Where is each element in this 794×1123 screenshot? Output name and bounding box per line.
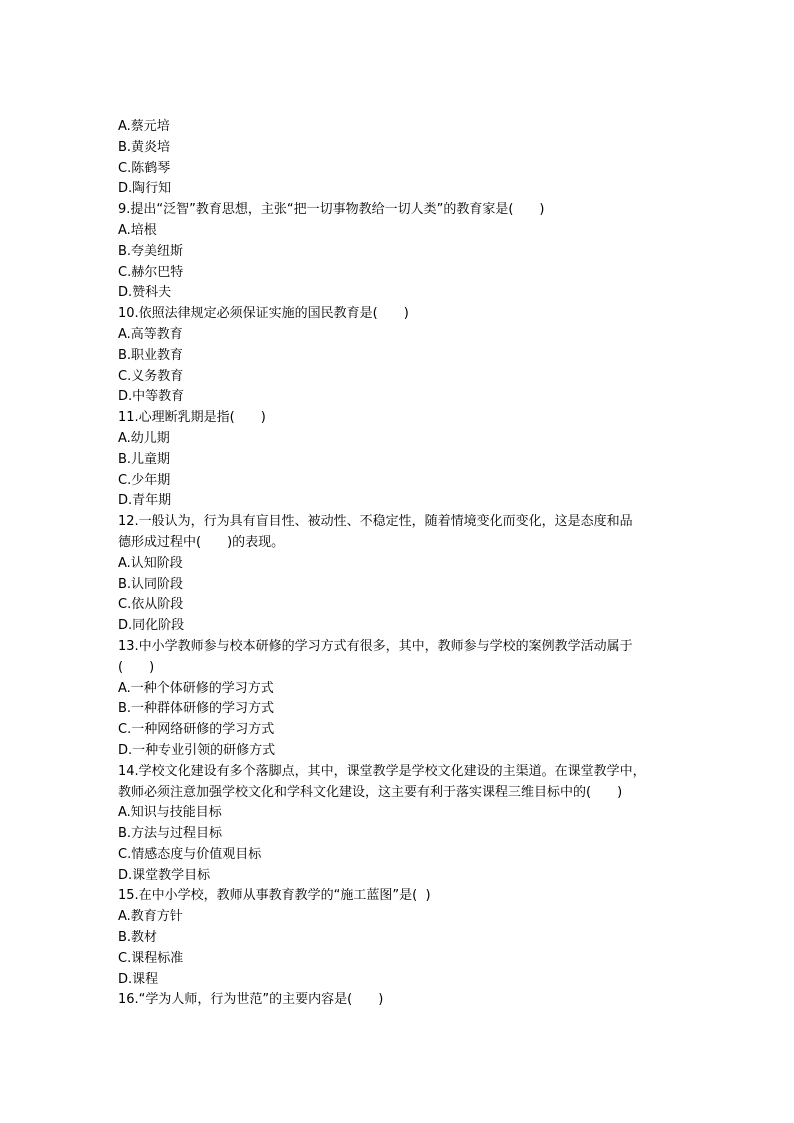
option-d-q13: D.一种专业引领的研修方式 <box>118 742 276 758</box>
option-d-q8: D.陶行知 <box>118 181 172 197</box>
option-c-q9: C.赫尔巴特 <box>118 264 184 280</box>
option-c-q15: C.课程标准 <box>118 950 184 966</box>
option-b-q8: B.黄炎培 <box>118 139 171 155</box>
option-c-q12: C.依从阶段 <box>118 597 184 613</box>
option-c-q8: C.陈鹤琴 <box>118 160 171 176</box>
option-a-q11: A.幼儿期 <box>118 430 170 446</box>
option-b-q15: B.教材 <box>118 930 158 946</box>
option-d-q11: D.青年期 <box>118 493 172 509</box>
question-13-line-1: 13.中小学教师参与校本研修的学习方式有很多，其中，教师参与学校的案例教学活动属于 <box>118 638 633 654</box>
option-b-q14: B.方法与过程目标 <box>118 826 223 842</box>
document-page <box>118 117 678 1011</box>
option-d-q12: D.同化阶段 <box>118 618 185 634</box>
option-a-q12: A.认知阶段 <box>118 555 183 571</box>
option-a-q15: A.教育方针 <box>118 909 183 925</box>
option-c-q10: C.义务教育 <box>118 368 184 384</box>
option-a-q9: A.培根 <box>118 222 157 238</box>
option-b-q12: B.认同阶段 <box>118 576 184 592</box>
question-16: 16.“学为人师，行为世范”的主要内容是( ) <box>118 992 384 1008</box>
option-d-q14: D.课堂教学目标 <box>118 867 211 883</box>
option-b-q11: B.儿童期 <box>118 451 171 467</box>
question-9: 9.提出“泛智”教育思想，主张“把一切事物教给一切人类”的教育家是( ) <box>118 202 545 218</box>
option-b-q13: B.一种群体研修的学习方式 <box>118 701 275 717</box>
option-a-q8: A.蔡元培 <box>118 119 170 134</box>
question-11: 11.心理断乳期是指( ) <box>118 410 266 426</box>
question-15: 15.在中小学校，教师从事教育教学的“施工蓝图”是( ) <box>118 888 431 904</box>
option-c-q11: C.少年期 <box>118 472 171 488</box>
question-12-line-1: 12.一般认为，行为具有盲目性、被动性、不稳定性，随着情境变化而变化，这是态度和品 <box>118 514 633 530</box>
option-c-q14: C.情感态度与价值观目标 <box>118 846 262 862</box>
option-b-q10: B.职业教育 <box>118 347 184 363</box>
option-a-q14: A.知识与技能目标 <box>118 805 222 821</box>
option-a-q10: A.高等教育 <box>118 326 183 342</box>
question-14-line-1: 14.学校文化建设有多个落脚点，其中，课堂教学是学校文化建设的主渠道。在课堂教学中， <box>118 763 646 779</box>
question-13-line-2: ( ) <box>118 659 155 675</box>
option-d-q9: D.赞科夫 <box>118 285 172 301</box>
option-b-q9: B.夸美纽斯 <box>118 243 184 259</box>
option-d-q10: D.中等教育 <box>118 389 185 405</box>
option-d-q15: D.课程 <box>118 971 159 987</box>
question-14-line-2: 教师必须注意加强学校文化和学科文化建设，这主要有利于落实课程三维目标中的( ) <box>118 784 623 800</box>
option-a-q13: A.一种个体研修的学习方式 <box>118 680 274 696</box>
question-12-line-2: 德形成过程中( )的表现。 <box>118 534 285 550</box>
option-c-q13: C.一种网络研修的学习方式 <box>118 722 275 738</box>
question-10: 10.依照法律规定必须保证实施的国民教育是( ) <box>118 306 409 322</box>
